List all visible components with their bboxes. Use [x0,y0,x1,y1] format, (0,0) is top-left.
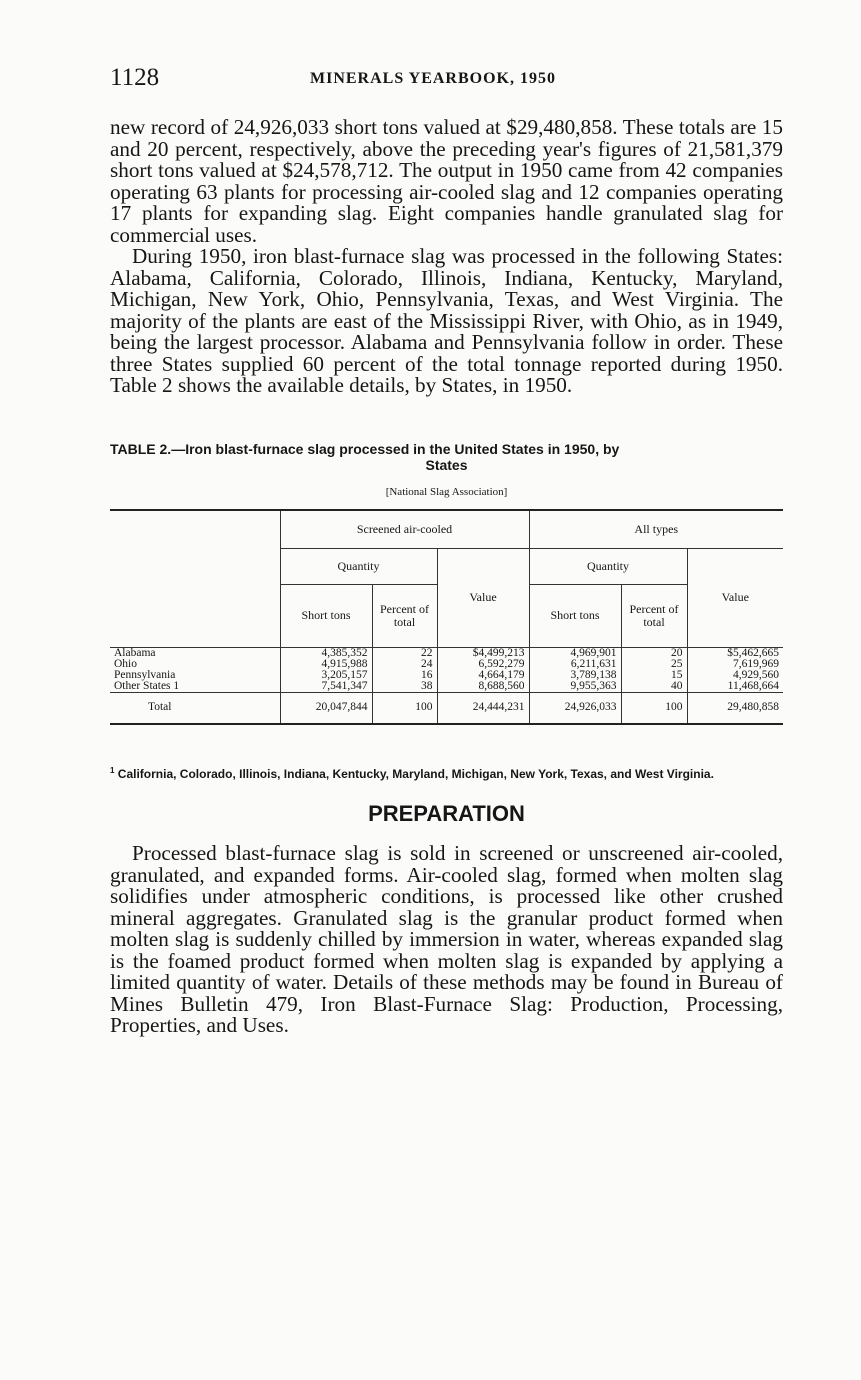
header-all-percent: Percent of total [621,584,687,647]
screened-tons-cell: 4,915,988 [280,659,372,670]
screened-tons-cell: 7,541,347 [280,681,372,693]
table-row [110,659,783,670]
total-all-tons-cell: 24,926,033 [529,692,621,724]
paragraph-preparation: Processed blast-furnace slag is sold in screened or unscreened air-cooled, granulated, and expanded forms. Air-cooled slag, formed when molten slag solidifies under atmospheric conditions, is processed like other crushed mineral aggregates. Granulated slag is the granular product formed when molten slag is suddenly chilled by immersion in water, whereas expanded slag is the foamed product formed when molten slag is expanded by applying a limited quantity of water. Details of these methods may be found in Bureau of Mines Bulletin 479, Iron Blast-Furnace Slag: Production, Processing, Properties, and Uses. [110,841,783,1037]
all-percent-cell: 20 [621,647,687,659]
footnote-marker: 1 [110,766,115,775]
state-cell: Alabama [114,647,156,659]
all-tons-cell: 9,955,363 [529,681,621,693]
paragraph-intro: new record of 24,926,033 short tons valued at $29,480,858. These totals are 15 and 20 percent, respectively, above the preceding year's figures of 21,581,379 short tons valued at $24,578,712. The output in 1950 came from 42 companies operating 63 plants for processing air-cooled slag and 12 companies operating 17 plants for expanding slag. Eight companies handle granulated slag for commercial uses. [110,115,783,247]
page-number: 1128 [110,64,160,91]
total-all-value-cell: 29,480,858 [687,692,783,724]
total-screened-tons-cell: 20,047,844 [280,692,372,724]
all-value-cell: 11,468,664 [687,681,783,693]
all-value-cell: 7,619,969 [687,659,783,670]
slag-table [110,509,783,725]
paragraph-states: During 1950, iron blast-furnace slag was processed in the following States: Alabama, California, Colorado, Illinois, Indiana, Kentucky, Maryland, Michigan, New York, Ohio, Pennsylvania, Texas, and West Virginia. The majority of the plants are east of the Mississippi River, with Ohio, as in 1949, being the largest processor. Alabama and Pennsylvania follow in order. These three States supplied 60 percent of the total tonnage reported during 1950. Table 2 shows the available details, by States, in 1950. [110,244,783,397]
footnote-text: California, Colorado, Illinois, Indiana, Kentucky, Maryland, Michigan, New York, Texas, and West Virginia. [117,767,714,781]
table-row [110,647,783,659]
total-screened-percent-cell: 100 [372,692,437,724]
state-cell: Ohio [114,658,137,670]
table-footnote [110,765,783,780]
header-all-types: All types [529,510,783,548]
header-all-short-tons: Short tons [529,584,621,647]
table-caption-line2: States [425,457,468,473]
table-row [110,681,783,693]
table-caption-line1: TABLE 2.—Iron blast-furnace slag processed in the United States in 1950, by [110,441,620,457]
stub-header [110,510,280,647]
all-percent-cell: 40 [621,681,687,693]
screened-percent-cell: 24 [372,659,437,670]
table-total-row [110,692,783,724]
header-screened-value: Value [437,548,529,647]
total-screened-value-cell: 24,444,231 [437,692,529,724]
all-percent-cell: 15 [621,670,687,681]
screened-percent-cell: 38 [372,681,437,693]
screened-value-cell: 8,688,560 [437,681,529,693]
screened-tons-cell: 4,385,352 [280,647,372,659]
header-screened-quantity: Quantity [280,548,437,584]
total-label-cell: Total [110,692,280,724]
state-cell: Pennsylvania [114,669,176,681]
all-value-cell: 4,929,560 [687,670,783,681]
page-header [110,64,783,94]
screened-tons-cell: 3,205,157 [280,670,372,681]
table-source: [National Slag Association] [385,486,508,498]
all-tons-cell: 3,789,138 [529,670,621,681]
table-caption [110,441,783,473]
all-value-cell: $5,462,665 [687,647,783,659]
state-cell: Other States 1 [114,680,180,692]
section-heading: PREPARATION [368,801,525,826]
running-head: MINERALS YEARBOOK, 1950 [310,70,556,87]
screened-percent-cell: 22 [372,647,437,659]
header-all-quantity: Quantity [529,548,687,584]
all-tons-cell: 4,969,901 [529,647,621,659]
header-all-value: Value [687,548,783,647]
table-row [110,670,783,681]
header-screened-percent: Percent of total [372,584,437,647]
screened-percent-cell: 16 [372,670,437,681]
screened-value-cell: $4,499,213 [437,647,529,659]
all-percent-cell: 25 [621,659,687,670]
screened-value-cell: 6,592,279 [437,659,529,670]
header-screened-air-cooled: Screened air-cooled [280,510,529,548]
screened-value-cell: 4,664,179 [437,670,529,681]
header-screened-short-tons: Short tons [280,584,372,647]
total-all-percent-cell: 100 [621,692,687,724]
all-tons-cell: 6,211,631 [529,659,621,670]
